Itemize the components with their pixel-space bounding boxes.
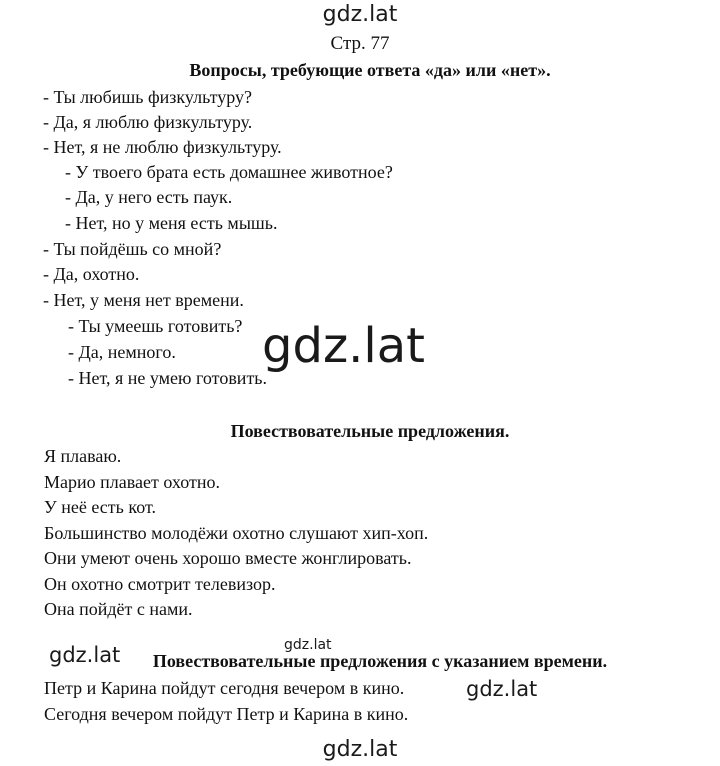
dialogue-line: - Да, я люблю физкультуру. [43,112,253,132]
sentence-line: У неё есть кот. [44,497,156,517]
watermark-left: gdz.lat [49,643,121,667]
sentence-line: Сегодня вечером пойдут Петр и Карина в кино. [44,704,409,724]
watermark-top: gdz.lat [322,2,398,27]
sentence-line: Он охотно смотрит телевизор. [44,574,276,594]
sentence-line: Большинство молодёжи охотно слушают хип-хоп. [44,523,429,543]
sentence-line: Марио плавает охотно. [44,472,220,492]
dialogue-line: - Нет, но у меня есть мышь. [65,213,278,233]
section-title-declarative: Повествовательные предложения. [230,421,510,441]
dialogue-line: - Да, немного. [68,342,176,362]
sentence-line: Они умеют очень хорошо вместе жонглировать. [44,548,412,568]
watermark-small: gdz.lat [284,637,332,653]
watermark-bottom: gdz.lat [322,737,398,762]
dialogue-line: - Да, охотно. [43,264,140,284]
sentence-line: Я плаваю. [44,446,122,466]
dialogue-line: - Нет, я не люблю физкультуру. [43,137,282,157]
dialogue-line: - Ты любишь физкультуру? [43,87,252,107]
dialogue-line: - Ты умеешь готовить? [68,316,243,336]
section-title-time-sentences: Повествовательные предложения с указанием времени. [152,651,608,671]
dialogue-line: - Ты пойдёшь со мной? [43,239,222,259]
watermark-center: gdz.lat [262,318,425,374]
dialogue-line: - Да, у него есть паук. [65,187,233,207]
dialogue-line: - Нет, я не умею готовить. [68,368,268,388]
dialogue-line: - Нет, у меня нет времени. [43,290,244,310]
page-number: Стр. 77 [330,33,390,54]
sentence-line: Петр и Карина пойдут сегодня вечером в кино. [44,678,405,698]
section-title-yes-no-questions: Вопросы, требующие ответа «да» или «нет». [189,60,551,80]
watermark-right: gdz.lat [466,677,538,701]
sentence-line: Она пойдёт с нами. [44,599,193,619]
dialogue-line: - У твоего брата есть домашнее животное? [65,162,393,182]
